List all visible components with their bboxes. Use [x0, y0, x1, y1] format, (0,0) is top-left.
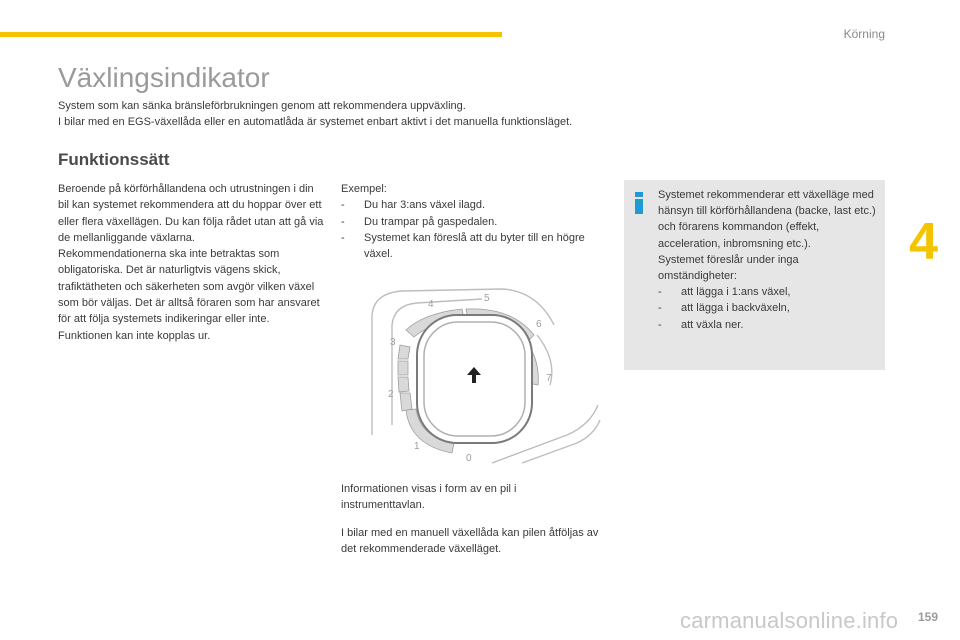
paragraph: I bilar med en manuell växellåda kan pilen åtföljas av det rekommenderade växelläget. — [341, 526, 599, 555]
list-item — [341, 197, 596, 213]
list-item-text: att lägga i 1:ans växel, — [681, 286, 791, 299]
chapter-number: 4 — [909, 213, 938, 271]
instrument-cluster-illustration — [362, 285, 604, 465]
top-accent-bar — [0, 32, 502, 37]
watermark: carmanualsonline.info — [680, 608, 899, 633]
list-item-text: Du trampar på gaspedalen. — [364, 215, 498, 228]
dash: - — [658, 286, 662, 299]
gear-segment — [398, 345, 410, 359]
list-item — [658, 300, 880, 316]
dash: - — [658, 318, 662, 331]
paragraph: Rekommendationerna ska inte betraktas som obligatoriska. Det är naturligtvis vägens skick, trafiktätheten och säkerheten som avgör vilken växel som bör väljas. Det är alltså föraren som har ansvaret för att följa systemets indikeringar eller inte. — [58, 248, 320, 326]
list-item — [341, 230, 596, 263]
intro-text — [58, 98, 918, 130]
gear-label: 0 — [466, 453, 472, 464]
paragraph: Beroende på körförhållandena och utrustningen i din bil kan systemet rekommendera att du hoppar över ett eller flera växellägen. Du kan följa rådet utan att gå via de mellanliggande växlarna. — [58, 183, 324, 244]
list-item — [658, 284, 880, 300]
example-heading: Exempel: — [341, 183, 387, 195]
dash: - — [341, 215, 345, 228]
gear-label: 4 — [428, 299, 434, 310]
lower-right-trim-2 — [522, 420, 600, 463]
gear-label: 1 — [414, 441, 420, 452]
figure-caption — [341, 470, 601, 568]
intro-line: I bilar med en EGS-växellåda eller en automatlåda är systemet enbart aktivt i det manuella funktionsläget. — [58, 116, 573, 128]
list-item-text: Du har 3:ans växel ilagd. — [364, 199, 486, 212]
page-title: Växlingsindikator — [58, 62, 270, 93]
gear-segment — [398, 361, 408, 375]
list-item-text: att växla ner. — [681, 318, 744, 331]
gear-segment — [398, 377, 409, 392]
dash: - — [341, 199, 345, 212]
intro-line: System som kan sänka bränsleförbrukningen genom att rekommendera uppväxling. — [58, 100, 466, 112]
section-subtitle: Funktionssätt — [58, 150, 170, 169]
paragraph: Informationen visas i form av en pil i instrumenttavlan. — [341, 483, 517, 512]
gear-label: 7 — [546, 373, 552, 384]
info-box — [624, 180, 885, 370]
example-column — [341, 181, 596, 262]
page-number: 159 — [917, 610, 938, 624]
gear-label: 5 — [484, 293, 490, 304]
gear-label: 3 — [390, 337, 396, 348]
gear-label: 6 — [536, 319, 542, 330]
list-item — [341, 214, 596, 230]
left-column — [58, 181, 326, 344]
list-item — [658, 317, 880, 333]
gear-label: 2 — [388, 389, 394, 400]
info-icon — [634, 192, 644, 214]
info-text — [658, 187, 880, 333]
gear-segment — [400, 393, 412, 411]
paragraph: Systemet rekommenderar ett växelläge med hänsyn till körförhållandena (backe, last etc.) och förarens kommandon (effekt, acceleration, inbromsning etc.). — [658, 189, 876, 250]
section-label: Körning — [843, 27, 885, 41]
dash: - — [341, 231, 345, 244]
dash: - — [658, 302, 662, 315]
paragraph: Funktionen kan inte kopplas ur. — [58, 329, 211, 342]
list-item-text: att lägga i backväxeln, — [681, 302, 790, 315]
paragraph: Systemet föreslår under inga omständigheter: — [658, 253, 799, 283]
list-item-text: Systemet kan föreslå att du byter till en högre växel. — [364, 231, 585, 261]
